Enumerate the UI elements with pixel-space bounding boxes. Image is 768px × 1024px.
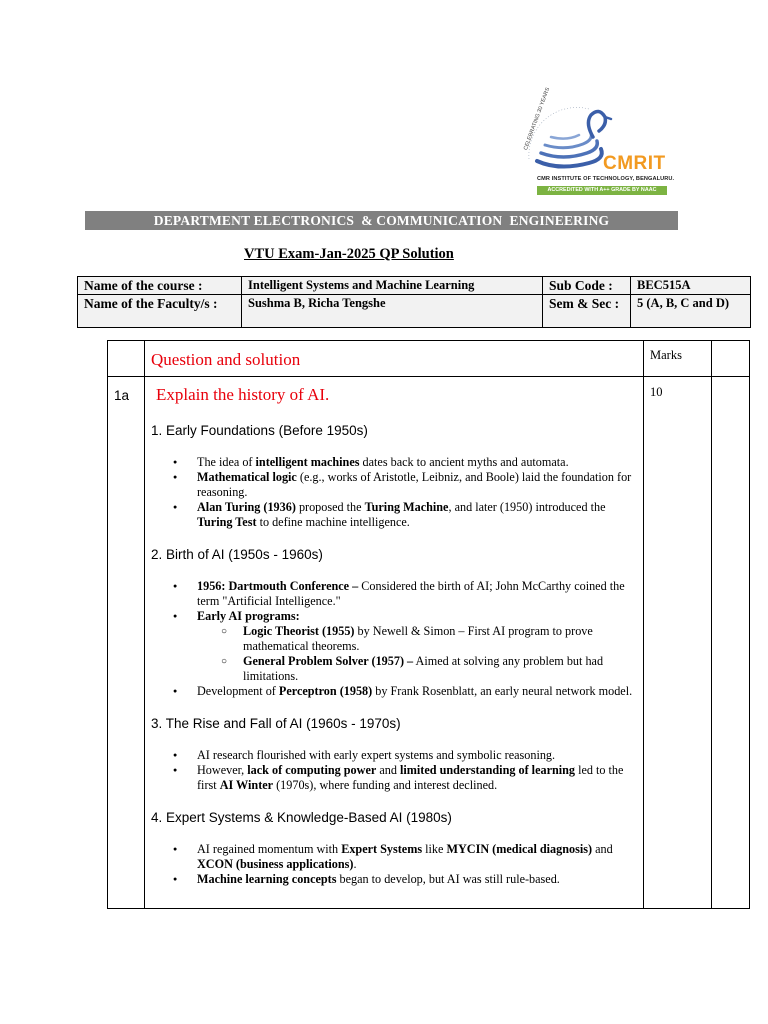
bullet-list [151, 579, 641, 699]
sem-value: 5 (A, B, C and D) [631, 295, 751, 328]
list-item: ● AI regained momentum with Expert Systems like MYCIN (medical diagnosis) and XCON (business applications). [151, 842, 641, 872]
header-divider [108, 376, 749, 377]
institute-logo [519, 86, 679, 201]
list-item: ○ Logic Theorist (1955) by Newell & Simon – First AI program to prove mathematical theorems. [197, 624, 641, 654]
list-item: ● The idea of intelligent machines dates back to ancient myths and automata. [151, 455, 641, 470]
list-item: ● Mathematical logic (e.g., works of Aristotle, Leibniz, and Boole) laid the foundation for reasoning. [151, 470, 641, 500]
solution-content [151, 423, 641, 887]
list-item: ● AI research flourished with early expert systems and symbolic reasoning. [151, 748, 641, 763]
faculty-label: Name of the Faculty/s : [78, 295, 242, 328]
sem-label: Sem & Sec : [543, 295, 631, 328]
question-marks: 10 [650, 385, 663, 399]
column-divider [144, 341, 145, 908]
faculty-info-row [78, 295, 751, 328]
subcode-label: Sub Code : [543, 277, 631, 295]
marks-header: Marks [650, 348, 682, 362]
list-item: ● 1956: Dartmouth Conference – Considered the birth of AI; John McCarthy coined the term "Artificial Intelligence." [151, 579, 641, 609]
question-text: Explain the history of AI. [156, 385, 330, 404]
question-number: 1a [114, 388, 130, 403]
course-info-table [77, 276, 751, 328]
exam-title: VTU Exam-Jan-2025 QP Solution [244, 246, 454, 262]
bullet-list [151, 455, 641, 530]
section-heading: 4. Expert Systems & Knowledge-Based AI (1980s) [151, 810, 452, 825]
section-heading: 1. Early Foundations (Before 1950s) [151, 423, 368, 438]
sub-bullet-list [197, 624, 641, 684]
list-item: ○ General Problem Solver (1957) – Aimed at solving any problem but had limitations. [197, 654, 641, 684]
bullet-list [151, 748, 641, 793]
section-heading: 2. Birth of AI (1950s - 1960s) [151, 547, 323, 562]
list-item: ● Development of Perceptron (1958) by Frank Rosenblatt, an early neural network model. [151, 684, 641, 699]
logo-name: CMRIT [603, 153, 666, 174]
bullet-list [151, 842, 641, 887]
list-item: ● However, lack of computing power and limited understanding of learning led to the first AI Winter (1970s), where funding and interest declined. [151, 763, 641, 793]
list-item: ● Early AI programs: ○ Logic Theorist (1955) by Newell & Simon – First AI program to prove mathematical theorems. ○ General Problem Solver (1957) – Aimed at solving any problem but had limitations. [151, 609, 641, 684]
course-value: Intelligent Systems and Machine Learning [242, 277, 543, 295]
course-info-row [78, 277, 751, 295]
list-item: ● Machine learning concepts began to develop, but AI was still rule-based. [151, 872, 641, 887]
list-item: ● Alan Turing (1936) proposed the Turing Machine, and later (1950) introduced the Turing Test to define machine intelligence. [151, 500, 641, 530]
question-solution-header: Question and solution [151, 350, 301, 369]
department-banner: DEPARTMENT ELECTRONICS & COMMUNICATION ENGINEERING [85, 211, 678, 230]
column-divider [643, 341, 644, 908]
logo-celebrating-text: CELEBRATING 30 YEARS [523, 86, 552, 152]
course-label: Name of the course : [78, 277, 242, 295]
logo-full-name: CMR INSTITUTE OF TECHNOLOGY, BENGALURU. [537, 176, 675, 182]
subcode-value: BEC515A [631, 277, 751, 295]
faculty-value: Sushma B, Richa Tengshe [242, 295, 543, 328]
logo-accreditation-band: ACCREDITED WITH A++ GRADE BY NAAC [537, 186, 667, 195]
section-heading: 3. The Rise and Fall of AI (1960s - 1970s) [151, 716, 401, 731]
column-divider [711, 341, 712, 908]
question-solution-table [107, 340, 750, 909]
